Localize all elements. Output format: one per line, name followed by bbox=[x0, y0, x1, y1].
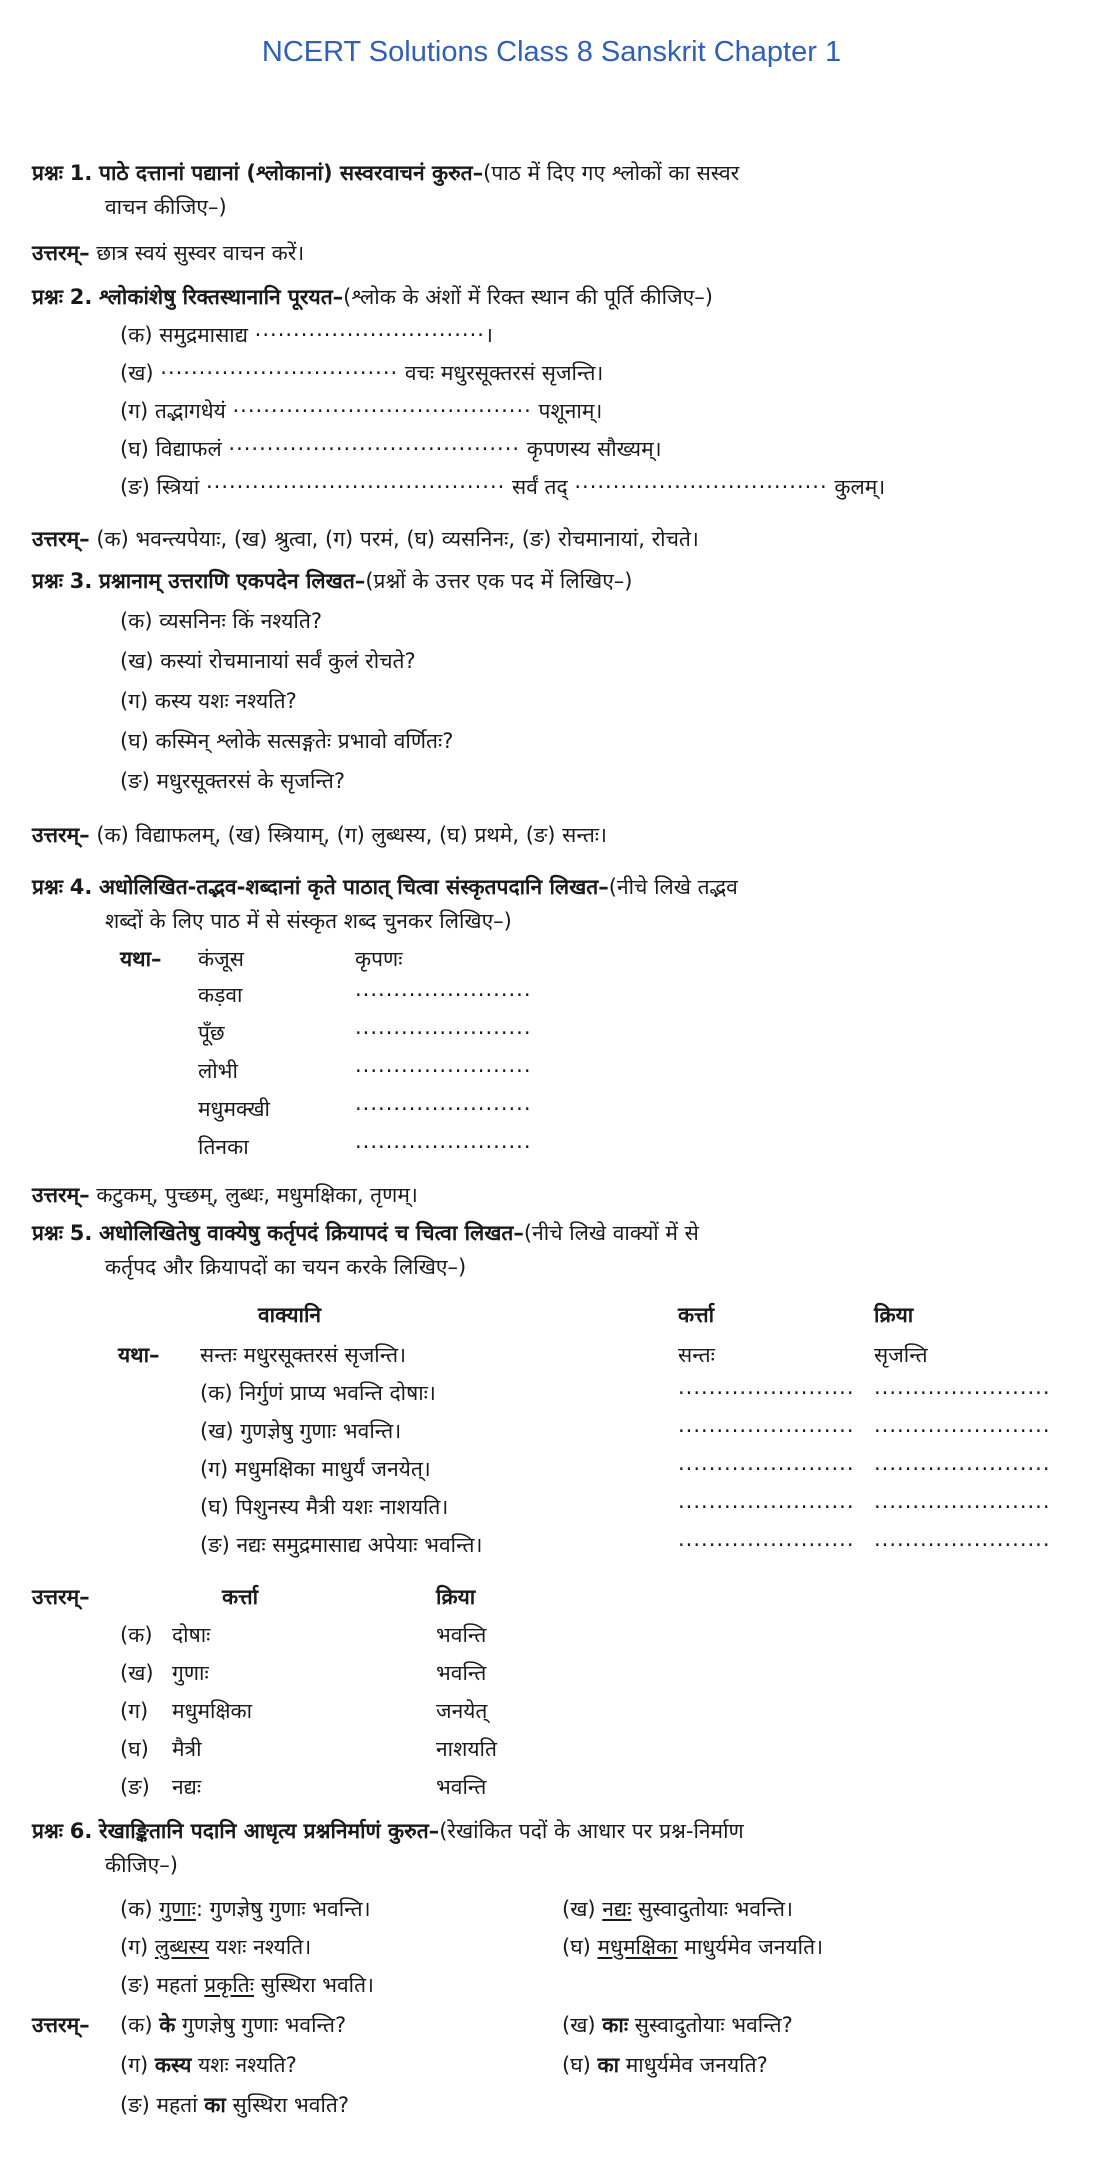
q4-answer-text: कटुकम्, पुच्छम्, लुब्धः, मधुमक्षिका, तृणम्। bbox=[96, 1183, 418, 1207]
q3-number: 3. bbox=[69, 569, 93, 593]
q2-item-text: वचः मधुरसूक्तरसं सृजन्ति। bbox=[404, 361, 604, 385]
q4-label: प्रश्नः bbox=[32, 875, 64, 899]
q6-item-marker: (ख) bbox=[562, 1897, 596, 1921]
q6-answer-qword: का bbox=[204, 2093, 226, 2117]
q4-word: कड़वा bbox=[198, 983, 243, 1007]
q5-kriya-blank: ······················· bbox=[874, 1533, 1051, 1557]
q6-answer-rest: सुस्वादुतोयाः भवन्ति? bbox=[634, 2013, 793, 2037]
q2-item-marker: (क) bbox=[120, 323, 153, 347]
q6-hindi-cont: कीजिए–) bbox=[105, 1853, 178, 1877]
q4-hindi-cont: शब्दों के लिए पाठ में से संस्कृत शब्द चुनकर लिखिए–) bbox=[105, 909, 512, 933]
q2-item bbox=[120, 472, 885, 502]
q6-answer-rest: यशः नश्यति? bbox=[198, 2053, 297, 2077]
q5-instruction: अधोलिखितेषु वाक्येषु कर्तृपदं क्रियापदं च चित्वा लिखत– bbox=[99, 1221, 524, 1245]
q6-item-prefix: महतां bbox=[156, 1973, 198, 1997]
q5-answer-karta: दोषाः bbox=[172, 1623, 211, 1647]
q6-answer-qword: के bbox=[159, 2013, 176, 2037]
q3-answer-text: (क) विद्याफलम्, (ख) स्त्रियाम्, (ग) लुब्धस्य, (घ) प्रथमे, (ङ) सन्तः। bbox=[96, 823, 607, 847]
q5-col-kriya: क्रिया bbox=[874, 1303, 914, 1327]
q5-answer-karta: मैत्री bbox=[172, 1737, 202, 1761]
q5-answer-kriya: नाशयति bbox=[436, 1737, 497, 1761]
q3-line bbox=[32, 566, 633, 596]
q2-answer bbox=[32, 524, 699, 554]
q4-blank: ······················· bbox=[355, 1135, 532, 1159]
q2-item-text: तद्भागधेयं bbox=[154, 399, 226, 423]
q6-item-rest: यशः नश्यति। bbox=[215, 1935, 312, 1959]
q6-item-marker: (ग) bbox=[120, 1935, 149, 1959]
q4-word: लोभी bbox=[198, 1059, 238, 1083]
q6-answer-marker: (ङ) bbox=[120, 2093, 150, 2117]
q5-example-kriya: सृजन्ति bbox=[874, 1343, 928, 1367]
q5-karta-blank: ······················· bbox=[678, 1533, 855, 1557]
q2-item-text: समुद्रमासाद्य bbox=[159, 323, 248, 347]
q6-item-underlined: प्रकृतिः bbox=[204, 1973, 254, 1997]
q6-item-marker: (क) bbox=[120, 1897, 153, 1921]
q6-item-underlined: मधुमक्षिका bbox=[597, 1935, 678, 1959]
q2-item-end: कृपणस्य सौख्यम्। bbox=[526, 437, 662, 461]
q1-instruction: पाठे दत्तानां पद्यानां (श्लोकानां) सस्वरवाचनं कुरुत– bbox=[99, 161, 484, 185]
q5-answer-kriya: भवन्ति bbox=[436, 1661, 487, 1685]
q2-item-marker: (ग) bbox=[120, 399, 149, 423]
q4-example-label: यथा– bbox=[120, 947, 162, 971]
q2-item bbox=[120, 358, 603, 388]
q6-line bbox=[32, 1816, 744, 1846]
q5-answer-marker: (ख) bbox=[120, 1661, 154, 1685]
q3-instruction: प्रश्नानाम् उत्तराणि एकपदेन लिखत– bbox=[99, 569, 366, 593]
q5-line bbox=[32, 1218, 699, 1248]
q6-answer-marker: (ग) bbox=[120, 2053, 149, 2077]
q2-item-marker: (ख) bbox=[120, 361, 154, 385]
q4-hindi: (नीचे लिखे तद्भव bbox=[608, 875, 738, 899]
q6-hindi: (रेखांकित पदों के आधार पर प्रश्न-निर्माण bbox=[439, 1819, 744, 1843]
q2-item-end: पशूनाम्। bbox=[538, 399, 603, 423]
q6-item-underlined: नद्यः bbox=[602, 1897, 632, 1921]
q5-answer-karta: मधुमक्षिका bbox=[172, 1699, 253, 1723]
q6-answer-rest: गुणज्ञेषु गुणाः भवन्ति? bbox=[182, 2013, 347, 2037]
q3-item: (घ) कस्मिन् श्लोके सत्सङ्गतेः प्रभावो वर्णितः? bbox=[120, 729, 454, 753]
q6-answer-marker: (ख) bbox=[562, 2013, 596, 2037]
q5-col-sentences: वाक्यानि bbox=[258, 1303, 322, 1327]
q6-answer bbox=[562, 2050, 768, 2080]
q2-item-blank: ······································· bbox=[205, 475, 506, 499]
q5-kriya-blank: ······················· bbox=[874, 1419, 1051, 1443]
q3-hindi: (प्रश्नों के उत्तर एक पद में लिखिए–) bbox=[365, 569, 633, 593]
q6-answer bbox=[562, 2010, 793, 2040]
q2-item-blank: ······································· bbox=[232, 399, 532, 423]
q2-item-text: स्त्रियां bbox=[156, 475, 200, 499]
q5-answer-kriya: भवन्ति bbox=[436, 1775, 487, 1799]
q4-word: तिनका bbox=[198, 1135, 249, 1159]
q2-answer-label: उत्तरम्– bbox=[32, 527, 90, 551]
q5-sentence: (ग) मधुमक्षिका माधुर्यं जनयेत्। bbox=[200, 1457, 431, 1481]
q4-answer-label: उत्तरम्– bbox=[32, 1183, 90, 1207]
q2-item bbox=[120, 320, 493, 350]
q4-blank: ······················· bbox=[355, 983, 532, 1007]
q5-answer-marker: (ग) bbox=[120, 1699, 149, 1723]
q5-hindi-cont: कर्तृपद और क्रियापदों का चयन करके लिखिए–) bbox=[105, 1255, 467, 1279]
q6-answer-qword: कस्य bbox=[154, 2053, 192, 2077]
q1-label: प्रश्नः bbox=[32, 161, 64, 185]
q6-answer-label: उत्तरम्– bbox=[32, 2013, 90, 2037]
q5-answer-karta: नद्यः bbox=[172, 1775, 202, 1799]
q2-item-blank: ······························· bbox=[160, 361, 399, 385]
q2-number: 2. bbox=[69, 285, 93, 309]
q5-col-karta: कर्त्ता bbox=[678, 1303, 715, 1327]
q6-answer-rest: सुस्थिरा भवति? bbox=[232, 2093, 350, 2117]
q5-answer-col-kriya: क्रिया bbox=[436, 1585, 476, 1609]
q4-example-answer: कृपणः bbox=[355, 947, 403, 971]
q5-answer-kriya: भवन्ति bbox=[436, 1623, 487, 1647]
q5-label: प्रश्नः bbox=[32, 1221, 64, 1245]
q6-answer-rest: माधुर्यमेव जनयति? bbox=[625, 2053, 768, 2077]
q5-number: 5. bbox=[69, 1221, 93, 1245]
q4-blank: ······················· bbox=[355, 1097, 532, 1121]
q2-item-blank: ······························ bbox=[254, 323, 485, 347]
q5-sentence: (ख) गुणज्ञेषु गुणाः भवन्ति। bbox=[200, 1419, 402, 1443]
q6-number: 6. bbox=[69, 1819, 93, 1843]
q5-sentence: (क) निर्गुणं प्राप्य भवन्ति दोषाः। bbox=[200, 1381, 436, 1405]
q5-kriya-blank: ······················· bbox=[874, 1381, 1051, 1405]
q1-answer bbox=[32, 238, 304, 268]
q6-item-marker: (घ) bbox=[562, 1935, 591, 1959]
q4-number: 4. bbox=[69, 875, 93, 899]
q1-line bbox=[32, 158, 739, 188]
q6-label: प्रश्नः bbox=[32, 1819, 64, 1843]
q4-blank: ······················· bbox=[355, 1021, 532, 1045]
q6-item bbox=[562, 1932, 823, 1962]
q5-hindi: (नीचे लिखे वाक्यों में से bbox=[523, 1221, 699, 1245]
q1-hindi: (पाठ में दिए गए श्लोकों का सस्वर bbox=[483, 161, 740, 185]
q5-example-karta: सन्तः bbox=[678, 1343, 715, 1367]
q5-kriya-blank: ······················· bbox=[874, 1495, 1051, 1519]
q6-answer-qword: काः bbox=[602, 2013, 629, 2037]
q3-answer-label: उत्तरम्– bbox=[32, 823, 90, 847]
q2-item-end: । bbox=[484, 323, 493, 347]
q2-item-mid: सर्वं तद् bbox=[512, 475, 568, 499]
q1-answer-label: उत्तरम्– bbox=[32, 241, 90, 265]
q6-item-underlined: लुब्धस्य bbox=[154, 1935, 210, 1959]
q5-karta-blank: ······················· bbox=[678, 1457, 855, 1481]
q2-line bbox=[32, 282, 713, 312]
q2-label: प्रश्नः bbox=[32, 285, 64, 309]
q6-instruction: रेखाङ्कितानि पदानि आधृत्य प्रश्ननिर्माणं कुरुत– bbox=[99, 1819, 440, 1843]
q2-item-blank-2: ································· bbox=[574, 475, 828, 499]
q5-karta-blank: ······················· bbox=[678, 1495, 855, 1519]
q5-sentence: (घ) पिशुनस्य मैत्री यशः नाशयति। bbox=[200, 1495, 449, 1519]
q1-hindi-cont: वाचन कीजिए–) bbox=[105, 195, 227, 219]
q5-answer-kriya: जनयेत् bbox=[436, 1699, 488, 1723]
q6-item bbox=[562, 1894, 793, 1924]
q5-example-sentence: सन्तः मधुरसूक्तरसं सृजन्ति। bbox=[200, 1343, 407, 1367]
q6-answer-marker: (घ) bbox=[562, 2053, 591, 2077]
q3-item: (ग) कस्य यशः नश्यति? bbox=[120, 689, 297, 713]
q4-word: मधुमक्खी bbox=[198, 1097, 270, 1121]
q3-item: (ख) कस्यां रोचमानायां सर्वं कुलं रोचते? bbox=[120, 649, 416, 673]
q5-answer-karta: गुणाः bbox=[172, 1661, 209, 1685]
q2-item-marker: (ङ) bbox=[120, 475, 150, 499]
q2-item-end: कुलम्। bbox=[834, 475, 886, 499]
q6-item-rest: सुस्वादुतोयाः भवन्ति। bbox=[638, 1897, 793, 1921]
q4-line bbox=[32, 872, 738, 902]
q5-answer-marker: (घ) bbox=[120, 1737, 149, 1761]
q2-instruction: श्लोकांशेषु रिक्तस्थानानि पूरयत– bbox=[99, 285, 344, 309]
page-title: NCERT Solutions Class 8 Sanskrit Chapter 1 bbox=[261, 36, 842, 68]
q6-item-rest: गुणज्ञेषु गुणाः भवन्ति। bbox=[209, 1897, 371, 1921]
q6-item bbox=[120, 1970, 374, 2000]
q5-answer-col-karta: कर्त्ता bbox=[222, 1585, 259, 1609]
q6-item-underlined: गुणाः bbox=[159, 1897, 196, 1921]
q5-example-label: यथा– bbox=[118, 1343, 160, 1367]
q6-answer bbox=[120, 2010, 346, 2040]
q6-answer-prefix: महतां bbox=[156, 2093, 198, 2117]
q5-answer-marker: (ङ) bbox=[120, 1775, 150, 1799]
q6-answer-qword: का bbox=[597, 2053, 620, 2077]
q5-karta-blank: ······················· bbox=[678, 1381, 855, 1405]
q2-item bbox=[120, 396, 602, 426]
q6-answer bbox=[120, 2090, 349, 2120]
q3-item: (ङ) मधुरसूक्तरसं के सृजन्ति? bbox=[120, 769, 345, 793]
q6-item-rest: सुस्थिरा भवति। bbox=[260, 1973, 375, 1997]
q6-answer-marker: (क) bbox=[120, 2013, 153, 2037]
q6-item bbox=[120, 1932, 311, 1962]
q5-sentence: (ङ) नद्यः समुद्रमासाद्य अपेयाः भवन्ति। bbox=[200, 1533, 483, 1557]
q2-item-blank: ······································ bbox=[228, 437, 521, 461]
q4-word: पूँछ bbox=[198, 1021, 225, 1045]
q6-item-rest: माधुर्यमेव जनयति। bbox=[684, 1935, 824, 1959]
q2-item bbox=[120, 434, 662, 464]
q5-answer-label: उत्तरम्– bbox=[32, 1585, 90, 1609]
q3-label: प्रश्नः bbox=[32, 569, 64, 593]
q6-item: (क) गुणाः: गुणज्ञेषु गुणाः भवन्ति। bbox=[120, 1897, 371, 1921]
q1-answer-text: छात्र स्वयं सुस्वर वाचन करें। bbox=[96, 241, 305, 265]
q4-blank: ······················· bbox=[355, 1059, 532, 1083]
q5-karta-blank: ······················· bbox=[678, 1419, 855, 1443]
q3-answer bbox=[32, 820, 607, 850]
q2-item-marker: (घ) bbox=[120, 437, 149, 461]
q4-instruction: अधोलिखित-तद्भव-शब्दानां कृते पाठात् चित्वा संस्कृतपदानि लिखत– bbox=[99, 875, 609, 899]
q3-item: (क) व्यसनिनः किं नश्यति? bbox=[120, 609, 322, 633]
q6-answer bbox=[120, 2050, 297, 2080]
q5-kriya-blank: ······················· bbox=[874, 1457, 1051, 1481]
q4-example-word: कंजूस bbox=[198, 947, 244, 971]
q6-item-marker: (ङ) bbox=[120, 1973, 150, 1997]
q2-item-text: विद्याफलं bbox=[155, 437, 222, 461]
q4-answer bbox=[32, 1180, 418, 1210]
q1-number: 1. bbox=[69, 161, 93, 185]
q2-answer-text: (क) भवन्त्यपेयाः, (ख) श्रुत्वा, (ग) परमं, (घ) व्यसनिनः, (ङ) रोचमानायां, रोचते। bbox=[96, 527, 699, 551]
q2-hindi: (श्लोक के अंशों में रिक्त स्थान की पूर्ति कीजिए–) bbox=[343, 285, 713, 309]
q5-answer-marker: (क) bbox=[120, 1623, 153, 1647]
